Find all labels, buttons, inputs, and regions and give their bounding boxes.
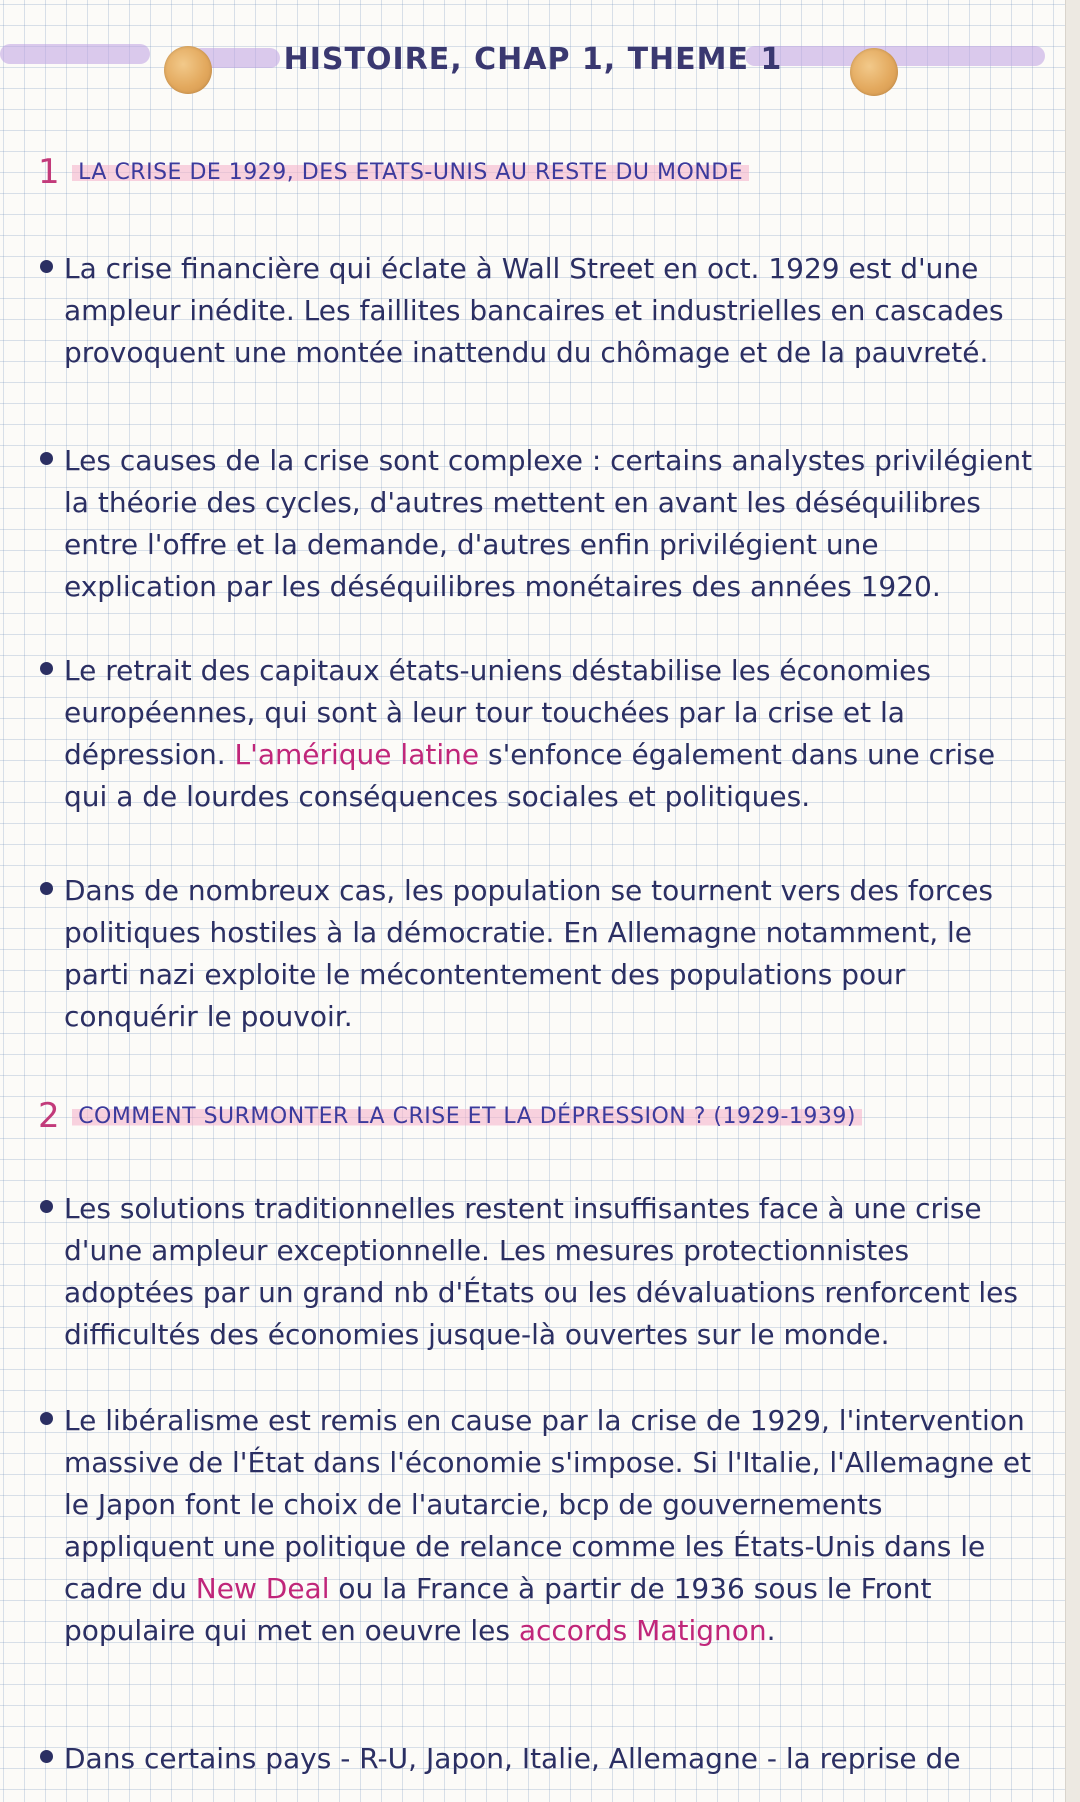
section-2-number: 2 (38, 1096, 61, 1136)
highlighted-term: L'amérique latine (234, 738, 480, 771)
text-segment: s'enfonce également dans une crise qui a de lourdes conséquences sociales et politiques. (64, 738, 996, 813)
section-1-title: LA CRISE DE 1929, DES ETATS-UNIS AU RESTE DU MONDE (72, 160, 749, 185)
section-2-title: COMMENT SURMONTER LA CRISE ET LA DÉPRESSION ? (1929-1939) (72, 1104, 862, 1129)
page-title: HISTOIRE, CHAP 1, THEME 1 (283, 42, 783, 77)
paragraph-text (40, 1188, 1040, 1356)
page-edge (1065, 0, 1080, 1802)
paragraph-text (40, 440, 1040, 608)
highlighted-term: New Deal (195, 1572, 330, 1605)
bullet-icon (40, 1750, 53, 1763)
text-segment: Le libéralisme est remis en cause par la crise de 1929, l'intervention massive de l'État dans l'économie s'impose. Si l'Italie, l'Allemagne et le Japon font le choix de l'autarcie, bcp de gouvernements appliquent une politique de relance comme les États-Unis dans le cadre du (64, 1404, 1032, 1605)
section-1-number: 1 (38, 152, 61, 192)
section-1-paragraph-2 (40, 440, 1040, 608)
text-segment: Le retrait des capitaux états-uniens déstabilise les économies européennes, qui sont à leur tour touchées par la crise et la dépression. (64, 654, 931, 771)
section-2-paragraph-1 (40, 1188, 1040, 1356)
paragraph-text (40, 1738, 1040, 1780)
bullet-icon (40, 1412, 53, 1425)
bullet-icon (40, 882, 53, 895)
section-2-paragraph-3 (40, 1738, 1040, 1780)
highlighted-term: accords Matignon (518, 1614, 767, 1647)
paragraph-text (40, 248, 1040, 374)
bullet-icon (40, 1200, 53, 1213)
text-segment: Les causes de la crise sont complexe : certains analystes privilégient la théorie des cycles, d'autres mettent en avant les déséquilibres entre l'offre et la demande, d'autres enfin privilégient une explication par les déséquilibres monétaires des années 1920. (64, 444, 1033, 603)
text-segment: Dans certains pays - R-U, Japon, Italie, Allemagne - la reprise de (64, 1742, 961, 1775)
text-segment: La crise financière qui éclate à Wall Street en oct. 1929 est d'une ampleur inédite. Les faillites bancaires et industrielles en cascades provoquent une montée inattendu du chômage et de la pauvreté. (64, 252, 1004, 369)
section-1-paragraph-4 (40, 870, 1040, 1038)
section-2-heading (38, 1096, 862, 1136)
text-segment: . (766, 1614, 776, 1647)
bullet-icon (40, 452, 53, 465)
paragraph-text (40, 650, 1040, 818)
section-2-paragraph-2 (40, 1400, 1040, 1652)
bullet-icon (40, 260, 53, 273)
section-1-paragraph-3 (40, 650, 1040, 818)
paragraph-text (40, 1400, 1040, 1652)
text-segment: Les solutions traditionnelles restent insuffisantes face à une crise d'une ampleur exceptionnelle. Les mesures protectionnistes adoptées par un grand nb d'États ou les dévaluations renforcent les difficultés des économies jusque-là ouvertes sur le monde. (64, 1192, 1018, 1351)
paragraph-text (40, 870, 1040, 1038)
section-1-heading (38, 152, 749, 192)
text-segment: Dans de nombreux cas, les population se tournent vers des forces politiques hostiles à la démocratie. En Allemagne notamment, le parti nazi exploite le mécontentement des populations pour conquérir le pouvoir. (64, 874, 994, 1033)
section-1-paragraph-1 (40, 248, 1040, 374)
bullet-icon (40, 662, 53, 675)
text-segment: ou la France à partir de 1936 sous le Front populaire qui met en oeuvre les (64, 1572, 932, 1647)
